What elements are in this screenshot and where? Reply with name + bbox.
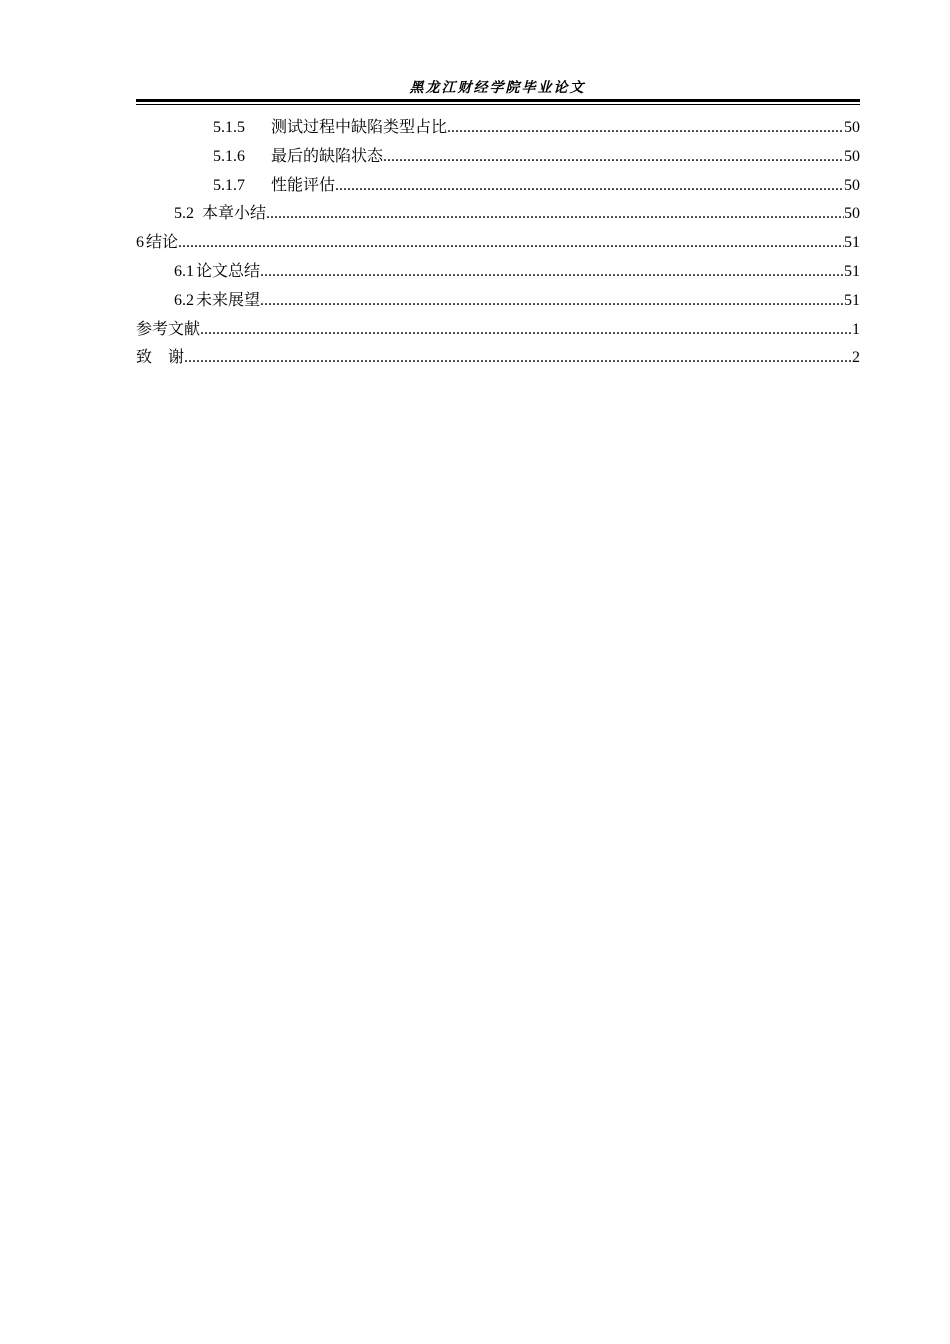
toc-entry[interactable] (136, 114, 860, 143)
toc-entry-title: 结论 (146, 234, 179, 252)
toc-entry-title: 本章小结 (202, 205, 267, 223)
toc-entry-page: 50 (844, 119, 860, 136)
toc-entry[interactable] (136, 143, 860, 172)
toc-entry-page: 50 (844, 147, 860, 165)
toc-dot-leader (184, 344, 852, 373)
toc-entry[interactable] (136, 258, 860, 287)
table-of-contents (136, 114, 860, 373)
header-rule-thick (136, 99, 860, 102)
toc-dot-leader (266, 200, 844, 229)
toc-dot-leader (383, 143, 844, 172)
toc-entry-page: 2 (852, 349, 860, 367)
header-rule-thin (136, 104, 860, 105)
toc-entry-page: 51 (844, 262, 860, 280)
toc-entry[interactable] (136, 172, 860, 201)
toc-entry[interactable] (136, 287, 860, 316)
toc-entry-title: 论文总结 (196, 262, 261, 280)
toc-entry-page: 50 (844, 176, 860, 194)
toc-entry[interactable] (136, 200, 860, 229)
toc-entry-page: 51 (844, 291, 860, 309)
toc-dot-leader (200, 316, 852, 345)
toc-entry-number: 6 (136, 234, 144, 252)
toc-entry-number: 5.1.6 (213, 147, 245, 165)
toc-entry[interactable] (136, 344, 860, 373)
toc-entry-page: 1 (852, 320, 860, 338)
toc-entry-number: 6.1 (174, 262, 194, 280)
toc-entry[interactable] (136, 316, 860, 345)
toc-entry[interactable] (136, 229, 860, 258)
toc-entry-title: 性能评估 (271, 176, 336, 194)
toc-entry-number: 5.2 (174, 205, 194, 223)
toc-entry-page: 50 (844, 205, 860, 223)
toc-entry-title: 未来展望 (196, 291, 261, 309)
toc-entry-title: 参考文献 (136, 320, 201, 338)
toc-entry-number: 5.1.7 (213, 176, 245, 194)
toc-dot-leader (335, 172, 844, 201)
toc-dot-leader (260, 287, 844, 316)
toc-entry-title: 最后的缺陷状态 (271, 147, 384, 165)
toc-dot-leader (447, 114, 844, 143)
toc-dot-leader (178, 229, 844, 258)
toc-entry-title: 测试过程中缺陷类型占比 (271, 119, 448, 136)
toc-entry-number: 6.2 (174, 291, 194, 309)
toc-entry-title: 致 谢 (136, 349, 185, 367)
toc-entry-number: 5.1.5 (213, 119, 245, 136)
toc-dot-leader (260, 258, 844, 287)
running-header: 黑龙江财经学院毕业论文 (409, 80, 586, 96)
toc-entry-page: 51 (844, 234, 860, 252)
